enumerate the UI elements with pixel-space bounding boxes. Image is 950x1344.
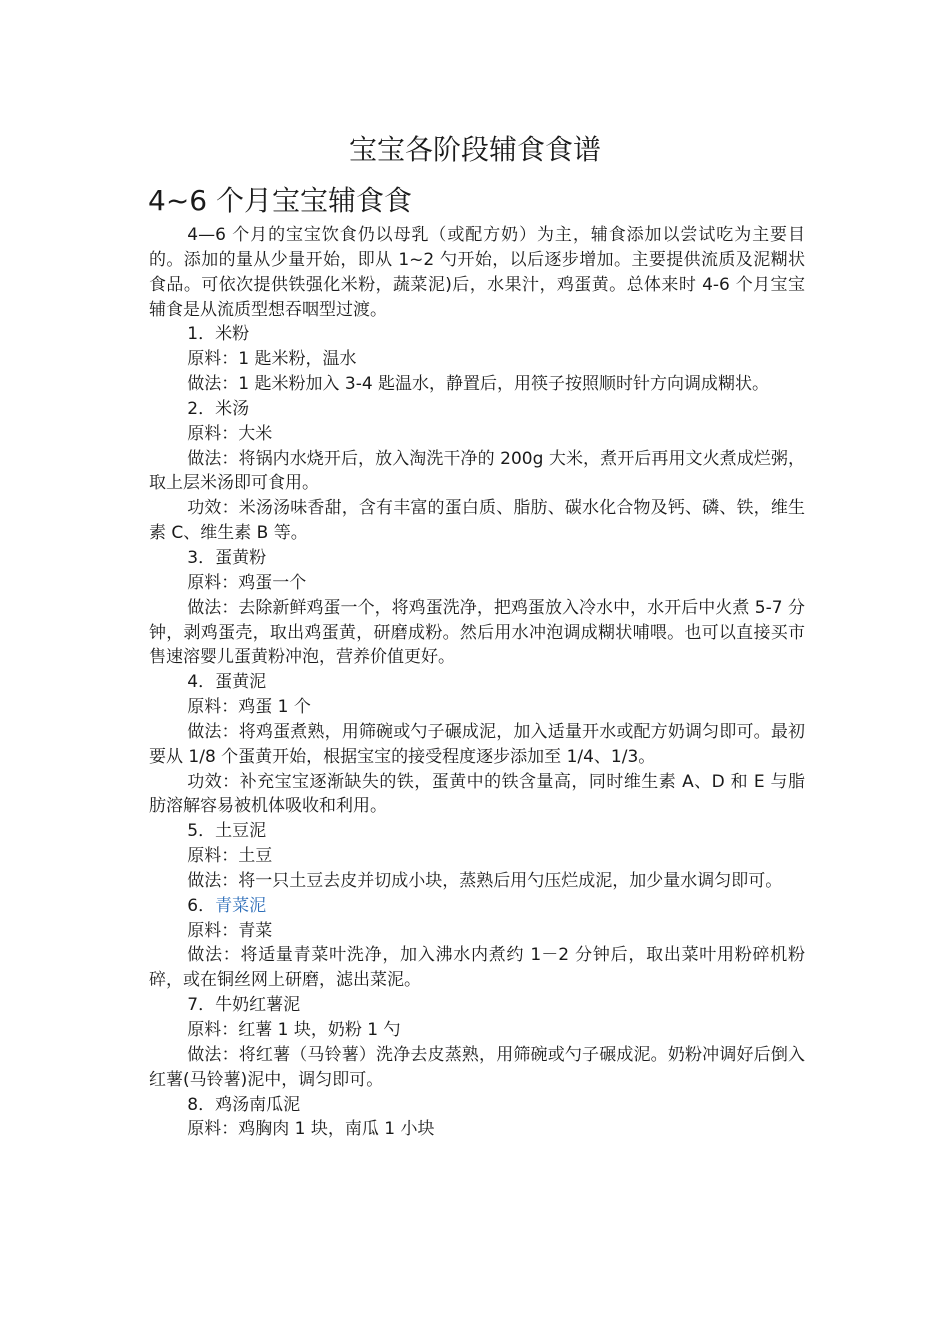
recipe-heading [149, 397, 805, 422]
recipe-ingredients: 原料：红薯 1 块，奶粉 1 勺 [187, 1020, 401, 1040]
recipe-name: 蛋黄泥 [215, 672, 267, 693]
recipe-method: 做法：去除新鲜鸡蛋一个，将鸡蛋洗净，把鸡蛋放入冷水中，水开后中火煮 5-7 分钟，剥鸡蛋壳，取出鸡蛋黄，研磨成粉。然后用水冲泡调成糊状哺喂。也可以直接买市售速溶婴儿蛋黄粉冲泡，营养价值更好。 [149, 597, 805, 668]
section-title: 4~6 个月宝宝辅食食 [148, 184, 412, 217]
recipe-ingredients: 原料：鸡蛋 1 个 [187, 697, 311, 718]
recipe-number: 2． [187, 398, 216, 419]
recipe-heading [149, 670, 805, 695]
recipe-name: 土豆泥 [215, 821, 267, 842]
document-body [149, 223, 805, 1142]
recipe-heading [149, 322, 805, 347]
recipe-name: 蛋黄粉 [215, 547, 267, 568]
recipe-method: 做法：将鸡蛋煮熟，用筛碗或勺子碾成泥，加入适量开水或配方奶调匀即可。最初要从 1/8 个蛋黄开始，根据宝宝的接受程度逐步添加至 1/4、1/3。 [149, 721, 805, 767]
recipe-name: 鸡汤南瓜泥 [215, 1094, 301, 1115]
recipe-method: 做法：将适量青菜叶洗净，加入沸水内煮约 1－2 分钟后，取出菜叶用粉碎机粉碎，或在铜丝网上研磨，滤出菜泥。 [149, 945, 805, 991]
recipe-ingredients: 原料：1 匙米粉，温水 [187, 349, 357, 370]
recipe-number: 3． [187, 547, 216, 568]
document-title: 宝宝各阶段辅食食谱 [348, 133, 601, 166]
recipe-number: 4． [187, 672, 216, 693]
recipe-heading [149, 894, 805, 919]
recipe-heading [149, 819, 805, 844]
recipe-number: 1． [187, 324, 216, 345]
recipe-name: 米粉 [215, 324, 250, 345]
recipe-heading [149, 546, 805, 571]
recipe-method: 做法：1 匙米粉加入 3-4 匙温水，静置后，用筷子按照顺时针方向调成糊状。 [187, 374, 770, 395]
recipe-benefit: 功效：补充宝宝逐渐缺失的铁，蛋黄中的铁含量高，同时维生素 A、D 和 E 与脂肪溶解容易被机体吸收和利用。 [149, 771, 805, 817]
recipe-ingredients: 原料：鸡胸肉 1 块，南瓜 1 小块 [187, 1119, 435, 1140]
recipe-heading [149, 993, 805, 1018]
recipe-ingredients: 原料：青菜 [187, 920, 273, 941]
recipe-number: 6． [187, 895, 216, 916]
recipe-number: 5． [187, 821, 216, 842]
recipe-number: 8． [187, 1094, 216, 1115]
recipe-heading [149, 1093, 805, 1118]
recipe-method: 做法：将红薯（马铃薯）洗净去皮蒸熟，用筛碗或勺子碾成泥。奶粉冲调好后倒入红薯(马铃薯)泥中，调匀即可。 [149, 1044, 805, 1090]
recipe-name: 米汤 [215, 398, 250, 419]
recipe-benefit: 功效：米汤汤味香甜，含有丰富的蛋白质、脂肪、碳水化合物及钙、磷、铁，维生素 C、维生素 B 等。 [149, 498, 805, 544]
recipe-ingredients: 原料：鸡蛋一个 [187, 572, 307, 593]
recipe-name: 牛奶红薯泥 [215, 995, 301, 1016]
recipe-method: 做法：将一只土豆去皮并切成小块，蒸熟后用勺压烂成泥，加少量水调匀即可。 [187, 870, 783, 891]
recipe-method: 做法：将锅内水烧开后，放入淘洗干净的 200g 大米，煮开后再用文火煮成烂粥，取上层米汤即可食用。 [149, 448, 805, 494]
intro-paragraph: 4—6 个月的宝宝饮食仍以母乳（或配方奶）为主，辅食添加以尝试吃为主要目的。添加的量从少量开始，即从 1~2 勺开始，以后逐步增加。主要提供流质及泥糊状食品。可依次提供铁强化米粉，蔬菜泥)后，水果汁，鸡蛋黄。总体来时 4-6 个月宝宝辅食是从流质型想吞咽型过渡。 [149, 225, 805, 320]
recipe-number: 7． [187, 995, 216, 1016]
recipe-name-link[interactable]: 青菜泥 [215, 895, 267, 916]
recipe-ingredients: 原料：大米 [187, 423, 273, 444]
recipe-ingredients: 原料：土豆 [187, 846, 273, 867]
